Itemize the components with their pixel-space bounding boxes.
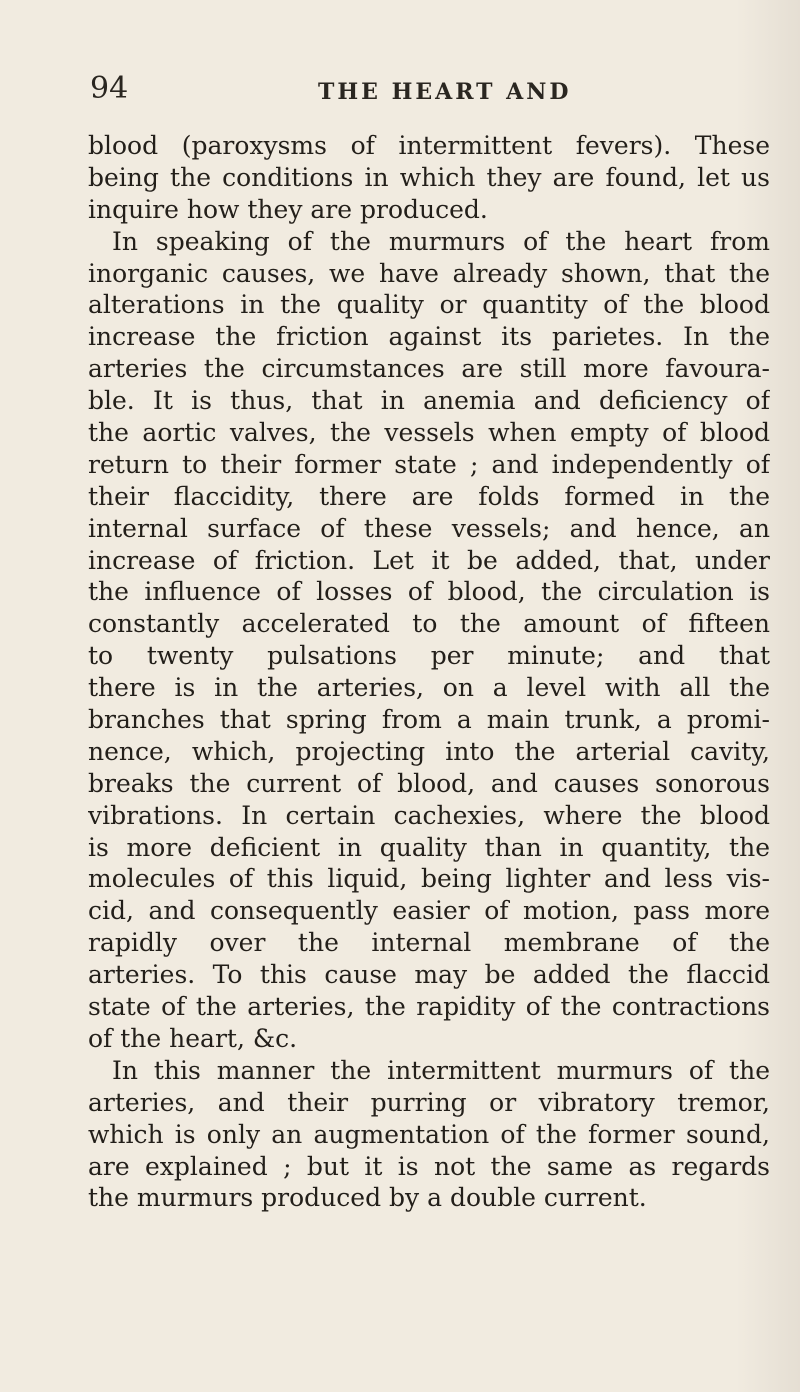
text-line: In speaking of the murmurs of the heart from — [112, 226, 770, 256]
text-line: cid, and consequently easier of motion, pass more — [88, 896, 770, 926]
text-line: In this manner the intermittent murmurs of the — [112, 1055, 770, 1085]
text-line: the influence of losses of blood, the circulation is — [88, 577, 770, 607]
running-head: THE HEART AND — [318, 79, 572, 105]
text-line: breaks the current of blood, and causes sonorous — [88, 768, 770, 798]
text-line: to twenty pulsations per minute; and that — [88, 641, 770, 671]
text-line: the murmurs produced by a double current. — [88, 1183, 647, 1213]
text-line: arteries the circumstances are still more favoura- — [88, 354, 770, 384]
text-line: inquire how they are produced. — [88, 194, 488, 224]
text-line: their flaccidity, there are folds formed in the — [88, 481, 770, 511]
text-line: nence, which, projecting into the arterial cavity, — [88, 736, 770, 766]
text-line: being the conditions in which they are found, let us — [88, 162, 770, 192]
text-line: state of the arteries, the rapidity of the contractions — [88, 992, 770, 1022]
text-line: arteries, and their purring or vibratory tremor, — [88, 1087, 770, 1117]
text-line: ble. It is thus, that in anemia and deficiency of — [88, 386, 770, 416]
text-line: branches that spring from a main trunk, a promi- — [88, 705, 770, 735]
text-line: the aortic valves, the vessels when empty of blood — [88, 418, 770, 448]
text-line: constantly accelerated to the amount of fifteen — [88, 609, 770, 639]
text-line: inorganic causes, we have already shown, that the — [88, 258, 770, 288]
text-line: of the heart, &c. — [88, 1023, 298, 1053]
page-number: 94 — [90, 71, 129, 106]
text-line: is more deficient in quality than in quantity, the — [88, 832, 770, 862]
text-line: which is only an augmentation of the former sound, — [88, 1119, 770, 1149]
text-line: internal surface of these vessels; and hence, an — [88, 513, 770, 543]
text-line: rapidly over the internal membrane of the — [88, 928, 770, 958]
text-line: arteries. To this cause may be added the flaccid — [88, 960, 770, 990]
text-line: alterations in the quality or quantity of the blood — [88, 290, 770, 320]
text-line: molecules of this liquid, being lighter and less vis- — [88, 864, 770, 894]
text-line: blood (paroxysms of intermittent fevers). These — [88, 131, 770, 160]
text-line: are explained ; but it is not the same as regards — [88, 1151, 770, 1181]
body-text — [88, 130, 770, 1214]
text-line: return to their former state ; and independently of — [88, 449, 770, 479]
text-line: there is in the arteries, on a level with all the — [88, 673, 770, 703]
page-header — [90, 71, 770, 114]
text-line: increase of friction. Let it be added, that, under — [88, 545, 770, 575]
text-line: increase the friction against its parietes. In the — [88, 322, 770, 352]
text-line: vibrations. In certain cachexies, where the blood — [88, 800, 770, 830]
